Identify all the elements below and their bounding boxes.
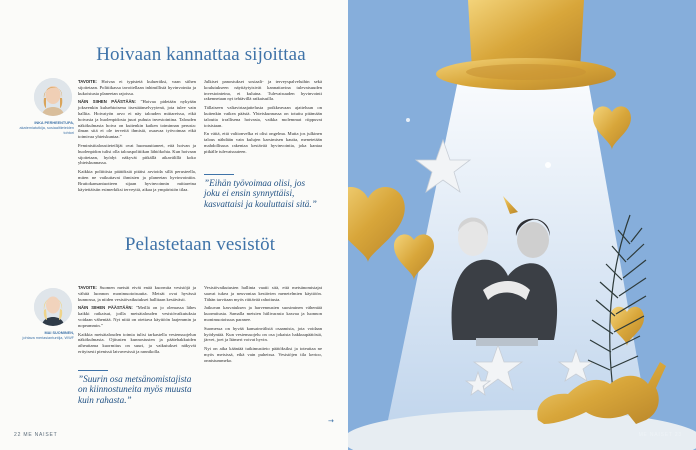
paragraph: NÄIN SIIHEN PÄÄSTÄÄN: ”Hoivaa pidetään nykyään jokseenkin kuluehtoisena itsestäänselvyytenä, jota tulee vain hallita. Hoivatyön arvo ei näy talouden mittareissa, eikä hoivasta ja huolenpidosta juuri puhuta investointina. Talouden näkökulmasta hoiva on kuitenkin kaiken toiminnan perusta: ilman sitä ei ole terveitä ihmisiä, osaavaa työvoimaa eikä toimivaa yhteiskuntaa.” <box>78 99 196 140</box>
paragraph: Jatkuvan kasvatuksen ja harvennusten suosiminen vähentää kuormitusta. Samalla metsien hiilivarasto kasvaa ja luonnon monimuotoisuus paranee. <box>204 305 322 322</box>
paragraph: Julkiset panostukset sosiaali- ja terveyspalveluihin sekä koulutukseen näyttäytyisivät kannattavina tulevaisuuden investointeina, ei kuluina. Tulevaisuuden hyvinvointi rakennetaan nyt tehtävillä ratkaisuilla. <box>204 79 322 102</box>
folio-right: ME NAISET 23 <box>638 432 682 438</box>
paragraph: Tällaiseen valtavirtaajattelusta poikkeavaan ajatteluun on kuitenkin vaikea päästä. Yhteiskunnassa on totuttu pitämään taloutta irrallisena hoivasta, vaikka molemmat riippuvat toisistaan. <box>204 105 322 128</box>
article2-column-right <box>204 285 322 367</box>
sparkle-icon <box>406 118 410 122</box>
folio-left: 22 ME NAISET <box>14 432 58 438</box>
paragraph: Nyt on aika kääntää tutkimustieto päätöksiksi ja toteuttaa ne myös metsissä, eikä vain puheissa. Vesistöjen tila kertoo, onnistummeko. <box>204 346 322 363</box>
paragraph: En väitä, että valtionvelka ei olisi ongelma. Mutta jos julkinen talous nähdään vain kulujen karsimisen kautta, menetetään mahdollisuus rakentaa kestävää hyvinvointia, joka kantaa pitkälle tulevaisuuteen. <box>204 131 322 154</box>
portrait-inka <box>34 78 72 116</box>
portrait-mai <box>34 288 72 326</box>
paragraph: NÄIN SIIHEN PÄÄSTÄÄN: ”Meillä on jo olemassa lähes kaikki ratkaisut, joilla metsätalouden vesistövaikutuksia voidaan vähentää. Nyt niitä on otettava käyttöön laajemmin ja nopeammin.” <box>78 305 196 328</box>
paragraph: Feministitaloustieteilijät ovat huomauttaneet, että hoivan ja huolenpidon tulisi olla talouspolitiikan lähtökohta. Kun hoivaan sijoitetaan, hyödyt näkyvät pitkällä aikavälillä koko yhteiskunnassa. <box>78 142 196 166</box>
person-name: MAI SUOMINEN, <box>44 331 74 335</box>
article2-pull-quote: ”Suurin osa metsänomistajista on kiinnostuneita myös muusta kuin rahasta.” <box>78 374 192 405</box>
paragraph: TAVOITE: Suomen metsät eivät enää kuormita vesistöjä ja vähitä luonnon monimuotoisuutta. Metsät ovat hyvässä kunnossa, ja niiden vesistövaikutukset hallitaan kestävästi. <box>78 285 196 302</box>
person-role: johtava meriasiantuntija, WWF <box>22 336 74 340</box>
article2-headline: Pelastetaan vesistöt <box>124 234 276 255</box>
person-name: INKA PERHEENTUPA, <box>34 121 74 125</box>
end-arrow-icon: → <box>328 417 334 425</box>
paragraph: Kaikkia metsätalouden toimia tulisi tarkastella vesiensuojelun näkökulmasta. Ojitusten kunnostusten ja päätehakkuiden aiheuttama kuormitus on suuri, ja vaikutukset näkyvät erityisesti pienissä latvavesissä ja rannikolla. <box>78 331 196 354</box>
collage-illustration <box>348 0 696 450</box>
paragraph: TAVOITE: Hoivaa ei typistetä kulueräksi, vaan siihen sijoitetaan. Politiikassa tavoitellaan inhimillistä hyvinvointia ja kukoistusta planeetan rajoissa. <box>78 79 196 96</box>
paragraph: Suomessa on hyvää kansainvälistä osaamista, jota voidaan hyödyntää. Kun vesiensuojelu on osa jokaista hakkuupäätöstä, järvet, joet ja Itämeri voivat hyvin. <box>204 325 322 343</box>
paragraph: Kaikkia poliittisia päätöksiä pitäisi arvioida sillä perusteella, miten ne vaikuttavat ihmisten ja planeetan hyvinvointiin. Bruttokansantuotteen sijaan hyvinvoinnin mittareina käytettäisiin esimerkiksi terveyttä, aikaa ja ympäristön tilaa. <box>78 169 196 192</box>
caption-mai <box>18 331 74 341</box>
article1-column-left <box>78 79 196 195</box>
right-page <box>348 0 696 450</box>
article1-headline: Hoivaan kannattaa sijoittaa <box>96 44 306 65</box>
article1-pull-quote: ”Eihän työvoimaa olisi, jos joku ei ensin synnyttäisi, kasvattaisi ja kouluttaisi sitä.” <box>204 178 317 209</box>
paragraph: Vesistövaikutusten hallinta vaatii sitä, että metsänomistajat saavat tukea ja neuvontaa kestävien menetelmien käyttöön. Tähän tarvitaan myös riittävää rahoitusta. <box>204 285 322 302</box>
caption-inka <box>18 121 74 136</box>
article2-column-left <box>78 285 196 358</box>
sparkle-icon <box>545 162 551 168</box>
person-role: akatemiatutkija, sosiaalitieteiden tohtori <box>19 126 74 135</box>
quote-rule <box>204 174 234 175</box>
article1-column-right <box>204 79 322 158</box>
quote-rule <box>78 370 108 371</box>
